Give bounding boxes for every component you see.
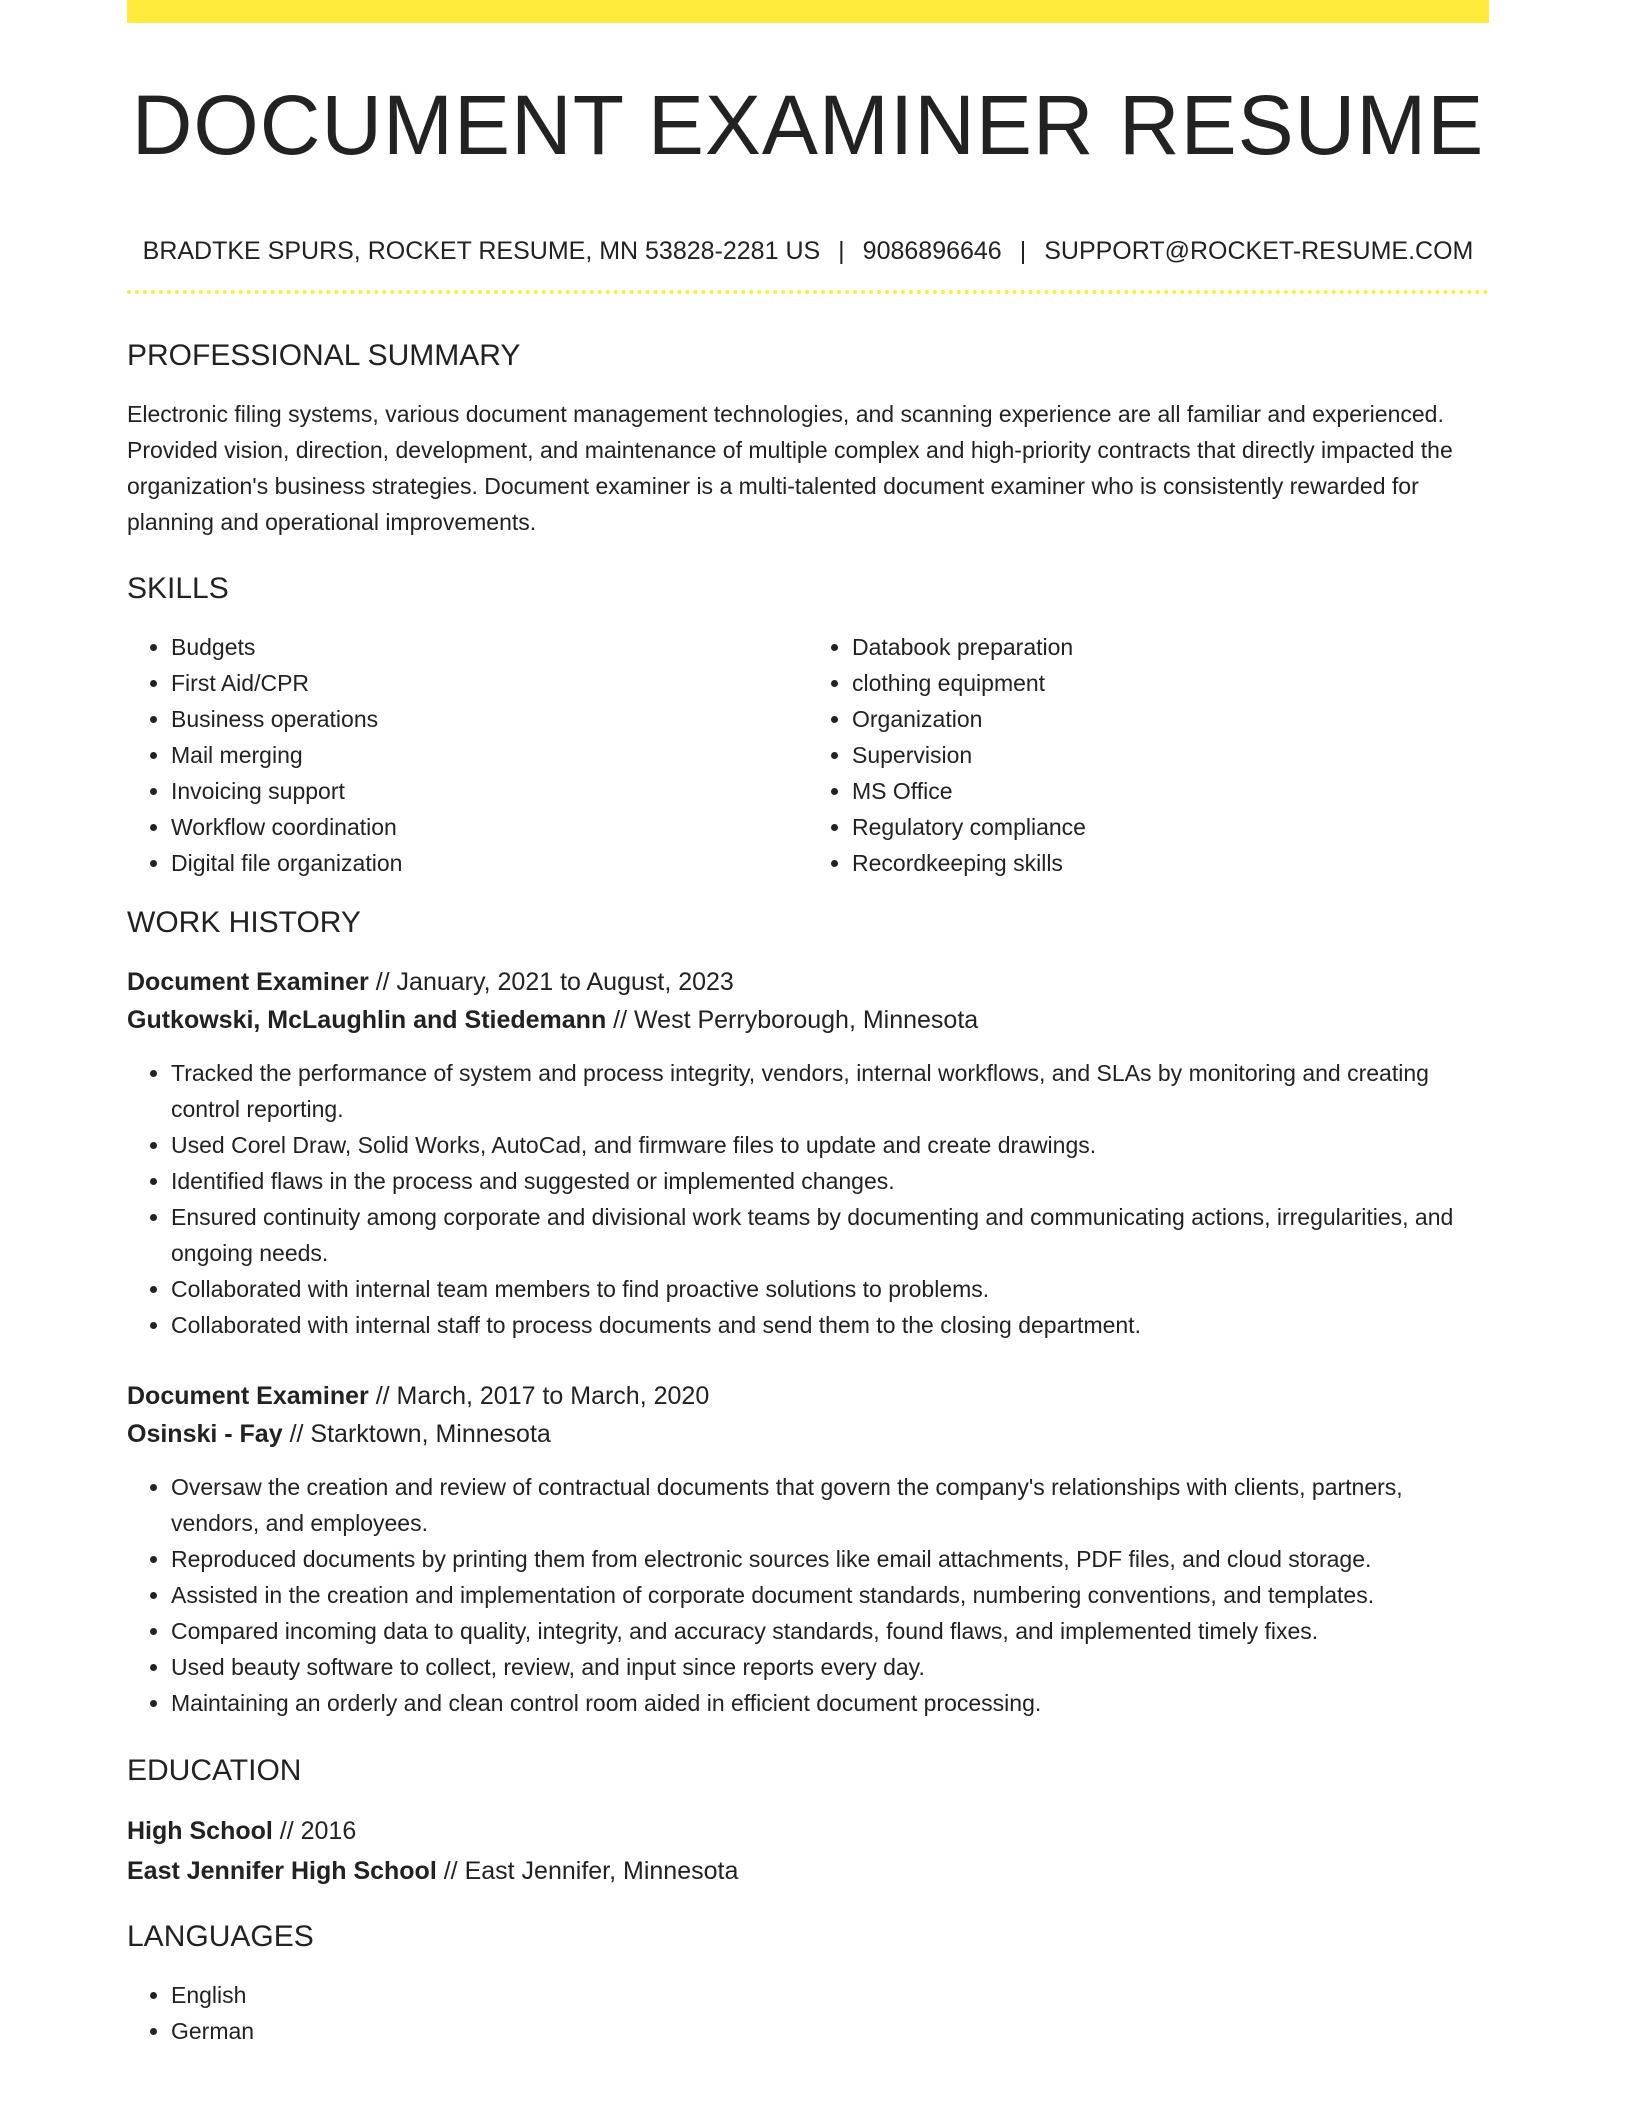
job-company-line	[127, 1001, 1489, 1039]
language-item: • German	[171, 2013, 1489, 2049]
education-year: 2016	[300, 1817, 357, 1845]
job-separator: //	[606, 1006, 635, 1034]
job-dates: January, 2021 to August, 2023	[396, 968, 734, 996]
job-bullet: • Maintaining an orderly and clean control room aided in efficient document processing.	[171, 1685, 1489, 1721]
contact-separator: |	[1019, 237, 1027, 265]
job-entry	[127, 1377, 1489, 1721]
job-title-line	[127, 1377, 1489, 1415]
education-degree: High School	[127, 1817, 273, 1845]
skills-heading: SKILLS	[127, 572, 229, 605]
job-location: West Perryborough, Minnesota	[634, 1006, 979, 1034]
skills-column-right	[808, 629, 1489, 881]
job-entry	[127, 963, 1489, 1343]
resume-page	[127, 0, 1489, 2049]
job-location: Starktown, Minnesota	[310, 1420, 551, 1448]
contact-line	[127, 236, 1489, 266]
skill-item: • Invoicing support	[171, 773, 808, 809]
skill-item: • clothing equipment	[852, 665, 1489, 701]
accent-bar	[127, 0, 1489, 23]
job-bullet: • Identified flaws in the process and suggested or implemented changes.	[171, 1163, 1489, 1199]
job-dates: March, 2017 to March, 2020	[396, 1382, 710, 1410]
education-degree-line	[127, 1811, 1489, 1851]
job-separator: //	[368, 1382, 397, 1410]
job-bullet: • Compared incoming data to quality, integrity, and accuracy standards, found flaws, and implemented timely fixes.	[171, 1613, 1489, 1649]
skill-item: • Supervision	[852, 737, 1489, 773]
education-school-line	[127, 1851, 1489, 1891]
job-bullets	[127, 1055, 1489, 1343]
skill-item: • Organization	[852, 701, 1489, 737]
job-bullet: • Tracked the performance of system and process integrity, vendors, internal workflows, and SLAs by monitoring and creating control reporting.	[171, 1055, 1489, 1127]
page-title: DOCUMENT EXAMINER RESUME	[131, 78, 1485, 172]
skills-column-left	[127, 629, 808, 881]
contact-address: BRADTKE SPURS, ROCKET RESUME, MN 53828-2281 US	[142, 237, 821, 265]
education-separator: //	[272, 1817, 301, 1845]
skill-item: • Regulatory compliance	[852, 809, 1489, 845]
languages-list	[127, 1977, 1489, 2049]
job-title: Document Examiner	[127, 1382, 369, 1410]
skill-item: • MS Office	[852, 773, 1489, 809]
skills-grid	[127, 629, 1489, 881]
job-title-line	[127, 963, 1489, 1001]
job-bullet: • Used Corel Draw, Solid Works, AutoCad, and firmware files to update and create drawings.	[171, 1127, 1489, 1163]
job-bullet: • Reproduced documents by printing them from electronic sources like email attachments, PDF files, and cloud storage.	[171, 1541, 1489, 1577]
skill-item: • Recordkeeping skills	[852, 845, 1489, 881]
job-bullets	[127, 1469, 1489, 1721]
contact-phone: 9086896646	[862, 237, 1002, 265]
skill-item: • Digital file organization	[171, 845, 808, 881]
education-school: East Jennifer High School	[127, 1857, 437, 1885]
job-bullet: • Oversaw the creation and review of contractual documents that govern the company's relationships with clients, partners, vendors, and employees.	[171, 1469, 1489, 1541]
job-bullet: • Collaborated with internal staff to process documents and send them to the closing department.	[171, 1307, 1489, 1343]
job-title: Document Examiner	[127, 968, 369, 996]
job-separator: //	[282, 1420, 311, 1448]
language-item: • English	[171, 1977, 1489, 2013]
skill-item: • First Aid/CPR	[171, 665, 808, 701]
education-separator: //	[436, 1857, 465, 1885]
work-history-heading: WORK HISTORY	[127, 906, 361, 939]
contact-email: SUPPORT@ROCKET-RESUME.COM	[1044, 237, 1474, 265]
skill-item: • Budgets	[171, 629, 808, 665]
education-location: East Jennifer, Minnesota	[464, 1857, 739, 1885]
skill-item: • Workflow coordination	[171, 809, 808, 845]
job-company-line	[127, 1415, 1489, 1453]
job-separator: //	[368, 968, 397, 996]
education-heading: EDUCATION	[127, 1754, 302, 1787]
summary-text: Electronic filing systems, various document management technologies, and scanning experience are all familiar and experienced. Provided vision, direction, development, and maintenance of multiple complex and high-priority contracts that directly impacted the organization's business strategies. Document examiner is a multi-talented document examiner who is consistently rewarded for planning and operational improvements.	[127, 401, 1453, 535]
job-bullet: • Used beauty software to collect, review, and input since reports every day.	[171, 1649, 1489, 1685]
languages-heading: LANGUAGES	[127, 1920, 314, 1953]
job-bullet: • Assisted in the creation and implementation of corporate document standards, numbering conventions, and templates.	[171, 1577, 1489, 1613]
skill-item: • Databook preparation	[852, 629, 1489, 665]
job-bullet: • Collaborated with internal team members to find proactive solutions to problems.	[171, 1271, 1489, 1307]
skill-item: • Mail merging	[171, 737, 808, 773]
job-bullet: • Ensured continuity among corporate and divisional work teams by documenting and communicating actions, irregularities, and ongoing needs.	[171, 1199, 1489, 1271]
summary-heading: PROFESSIONAL SUMMARY	[127, 339, 521, 372]
job-company: Osinski - Fay	[127, 1420, 283, 1448]
job-company: Gutkowski, McLaughlin and Stiedemann	[127, 1006, 607, 1034]
header-divider	[127, 290, 1489, 294]
contact-separator: |	[838, 237, 845, 265]
skill-item: • Business operations	[171, 701, 808, 737]
